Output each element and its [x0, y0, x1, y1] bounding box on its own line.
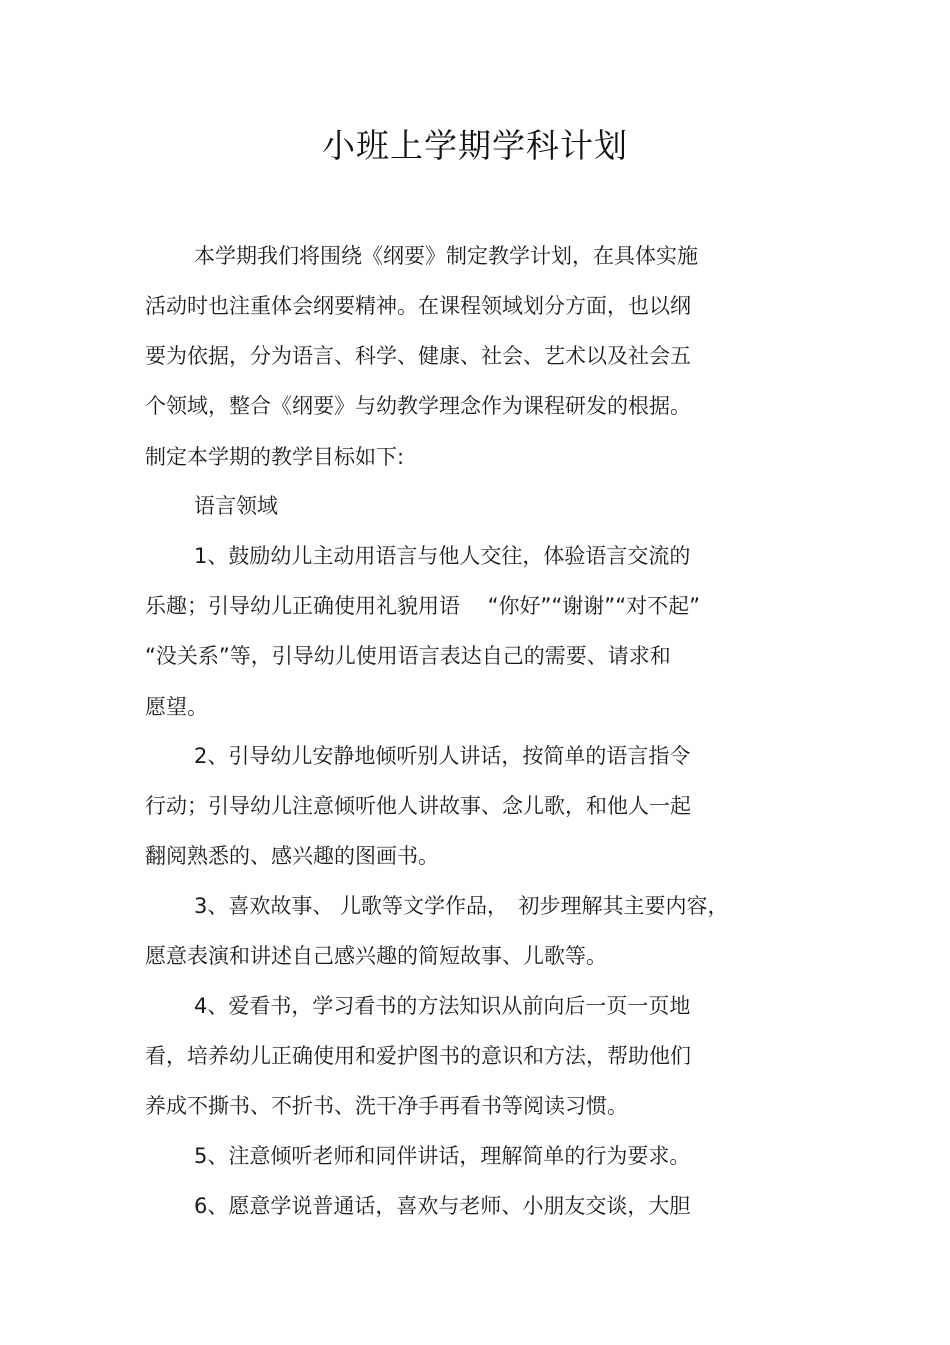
list-item-line: 养成不撕书、不折书、洗干净手再看书等阅读习惯。	[145, 1094, 628, 1118]
list-item-line: 行动；引导幼儿注意倾听他人讲故事、念儿歌，和他人一起	[145, 794, 691, 818]
list-item-line: 6、愿意学说普通话，喜欢与老师、小朋友交谈，大胆	[194, 1194, 691, 1218]
list-item-line: 翻阅熟悉的、感兴趣的图画书。	[145, 844, 439, 868]
list-item-line: 乐趣；引导幼儿正确使用礼貌用语 “你好”“谢谢”“对不起”	[145, 594, 700, 618]
paragraph-line: 制定本学期的教学目标如下:	[145, 445, 405, 469]
paragraph-line: 个领域，整合《纲要》与幼教学理念作为课程研发的根据。	[145, 394, 691, 418]
list-item-line: 愿望。	[145, 695, 208, 719]
list-item-line: 1、鼓励幼儿主动用语言与他人交往，体验语言交流的	[194, 544, 691, 568]
paragraph-line: 本学期我们将围绕《纲要》制定教学计划，在具体实施	[194, 244, 698, 268]
list-item-line: 4、爱看书，学习看书的方法知识从前向后一页一页地	[194, 994, 691, 1018]
list-item-line: 看，培养幼儿正确使用和爱护图书的意识和方法，帮助他们	[145, 1044, 691, 1068]
list-item-line: 5、注意倾听老师和同伴讲话，理解简单的行为要求。	[194, 1144, 691, 1168]
list-item-line: 愿意表演和讲述自己感兴趣的简短故事、儿歌等。	[145, 944, 607, 968]
list-item-line: 2、引导幼儿安静地倾听别人讲话，按简单的语言指令	[194, 744, 691, 768]
section-heading: 语言领域	[194, 494, 278, 518]
list-item-line: “没关系”等，引导幼儿使用语言表达自己的需要、请求和	[145, 644, 671, 668]
paragraph-line: 要为依据，分为语言、科学、健康、社会、艺术以及社会五	[145, 344, 691, 368]
document-title: 小班上学期学科计划	[322, 126, 628, 165]
paragraph-line: 活动时也注重体会纲要精神。在课程领域划分方面，也以纲	[145, 294, 691, 318]
list-item-line: 3、喜欢故事、 儿歌等文学作品， 初步理解其主要内容，	[194, 894, 729, 918]
